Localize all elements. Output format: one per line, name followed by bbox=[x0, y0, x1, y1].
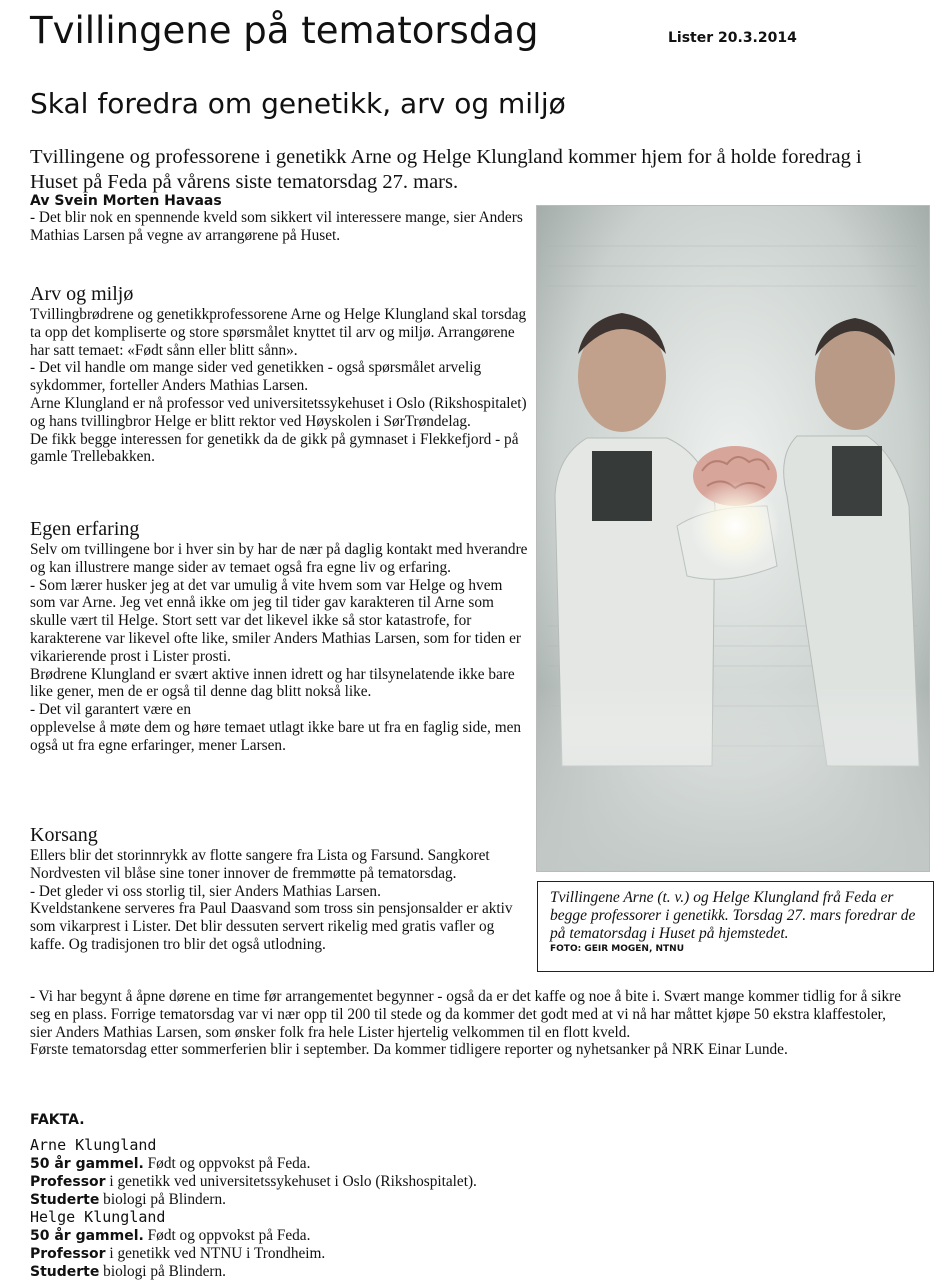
section-arv-og-miljo bbox=[30, 282, 530, 466]
fact-label: 50 år gammel. bbox=[30, 1227, 144, 1244]
fact-text: i genetikk ved NTNU i Trondheim. bbox=[105, 1245, 326, 1263]
article-subtitle: Skal foredra om genetikk, arv og miljø bbox=[30, 87, 566, 120]
fakta-box bbox=[30, 1112, 477, 1282]
photo-caption: Tvillingene Arne (t. v.) og Helge Klungland frå Feda er begge professorer i genetikk. Torsdag 27. mars foredrar de på tematorsdag i Huset på hjemstedet. bbox=[550, 889, 916, 943]
paragraph: Første tematorsdag etter sommerferien blir i september. Da kommer tidligere reporter og nyhetsanker på NRK Einar Lunde. bbox=[30, 1041, 788, 1059]
fact-label: Professor bbox=[30, 1173, 106, 1190]
fact-text: biologi på Blindern. bbox=[99, 1263, 226, 1281]
paragraph: Brødrene Klungland er svært aktive innen idrett og har tilsynelatende ikke bare like gener, men de er også til denne dag blitt nokså like. bbox=[30, 665, 515, 701]
photo-caption-box bbox=[537, 881, 934, 972]
fact-text: biologi på Blindern. bbox=[99, 1191, 226, 1209]
paragraph: Kveldstankene serveres fra Paul Daasvand som tross sin pensjonsalder er aktiv som vikarprest i Lister. Det blir dessuten servert rikelig med gratis vafler og kaffe. Og tradisjonen tro blir det også utlodning. bbox=[30, 900, 513, 953]
fact-line bbox=[30, 1191, 477, 1209]
fact-label: Professor bbox=[30, 1246, 106, 1263]
paragraph: - Som lærer husker jeg at det var umulig å vite hvem som var Helge og hvem som var Arne. Jeg vet ennå ikke om jeg til tider gav karakteren til Arne som skulle vært til Helge. Stort sett var det likevel ikke så stor katastrofe, for karakterene var likevel ofte like, smiler Anders Mathias Larsen, som for tiden er vikarierende prost i Lister prosti. bbox=[30, 576, 522, 665]
source-date: Lister 20.3.2014 bbox=[668, 30, 797, 46]
twins-photo bbox=[536, 205, 930, 872]
fact-text: Født og oppvokst på Feda. bbox=[143, 1226, 311, 1244]
fact-label: Studerte bbox=[30, 1264, 100, 1281]
photo-illustration bbox=[537, 206, 929, 871]
paragraph: Arne Klungland er nå professor ved universitetssykehuset i Oslo (Rikshospitalet) og hans tvillingbror Helge er blitt rektor ved Høyskolen i SørTrøndelag. bbox=[30, 394, 527, 430]
fact-label: Studerte bbox=[30, 1192, 100, 1209]
person-name: Arne Klungland bbox=[30, 1136, 157, 1155]
paragraph: Tvillingbrødrene og genetikkprofessorene Arne og Helge Klungland skal torsdag ta opp det kompliserte og store spørsmålet knyttet til arv og miljø. Arrangørene har satt temaet: «Født sånn eller blitt sånn». bbox=[30, 306, 527, 359]
fact-text: i genetikk ved universitetssykehuset i Oslo (Rikshospitalet). bbox=[105, 1172, 477, 1190]
section-heading: Korsang bbox=[30, 824, 98, 846]
paragraph: - Det vil handle om mange sider ved genetikken - også spørsmålet arvelig sykdommer, forteller Anders Mathias Larsen. bbox=[30, 359, 482, 395]
paragraph: De fikk begge interessen for genetikk da de gikk på gymnaset i Flekkefjord - på gamle Trellebakken. bbox=[30, 430, 519, 466]
lead-paragraph bbox=[30, 209, 530, 245]
paragraph: Ellers blir det storinnrykk av flotte sangere fra Lista og Farsund. Sangkoret Nordvesten vil blåse sine toner innover de fremmøtte på tematorsdag. bbox=[30, 847, 490, 882]
fact-text: Født og oppvokst på Feda. bbox=[143, 1154, 311, 1172]
fact-label: 50 år gammel. bbox=[30, 1155, 144, 1172]
article-title: Tvillingene på tematorsdag bbox=[30, 9, 539, 52]
fact-line bbox=[30, 1227, 477, 1245]
person-name: Helge Klungland bbox=[30, 1208, 166, 1227]
fact-line bbox=[30, 1173, 477, 1191]
byline: Av Svein Morten Havaas bbox=[30, 193, 222, 209]
section-heading: Egen erfaring bbox=[30, 518, 140, 540]
paragraph: Selv om tvillingene bor i hver sin by har de nær på daglig kontakt med hverandre og kan illustrere mange sider av temaet også fra egne liv og erfaring. bbox=[30, 541, 528, 576]
paragraph: opplevelse å møte dem og høre temaet utlagt ikke bare ut fra en faglig side, men også ut fra egne erfaringer, mener Larsen. bbox=[30, 718, 522, 754]
section-korsang bbox=[30, 823, 530, 954]
fact-line bbox=[30, 1245, 477, 1263]
closing-text bbox=[30, 988, 910, 1059]
paragraph: - Det blir nok en spennende kveld som sikkert vil interessere mange, sier Anders Mathias Larsen på vegne av arrangørene på Huset. bbox=[30, 209, 523, 244]
fact-line bbox=[30, 1155, 477, 1173]
article-ingress: Tvillingene og professorene i genetikk Arne og Helge Klungland kommer hjem for å holde foredrag i Huset på Feda på vårens siste tematorsdag 27. mars. bbox=[30, 146, 862, 193]
fakta-heading: FAKTA. bbox=[30, 1112, 85, 1128]
paragraph: - Vi har begynt å åpne dørene en time før arrangementet begynner - også da er det kaffe og noe å bite i. Svært mange kommer tidlig for å sikre seg en plass. Forrige tematorsdag var vi nær opp til 200 til stede og da kommer det godt med at vi nå har måttet kjøpe 50 ekstra klaffestoler, sier Anders Mathias Larsen, som ønsker folk fra hele Lister hjertelig velkommen til en flott kveld. bbox=[30, 988, 901, 1041]
photo-credit: FOTO: GEIR MOGEN, NTNU bbox=[550, 943, 685, 954]
section-egen-erfaring bbox=[30, 517, 530, 755]
section-heading: Arv og miljø bbox=[30, 283, 134, 305]
paragraph: - Det vil garantert være en bbox=[30, 701, 191, 719]
paragraph: - Det gleder vi oss storlig til, sier Anders Mathias Larsen. bbox=[30, 882, 381, 900]
